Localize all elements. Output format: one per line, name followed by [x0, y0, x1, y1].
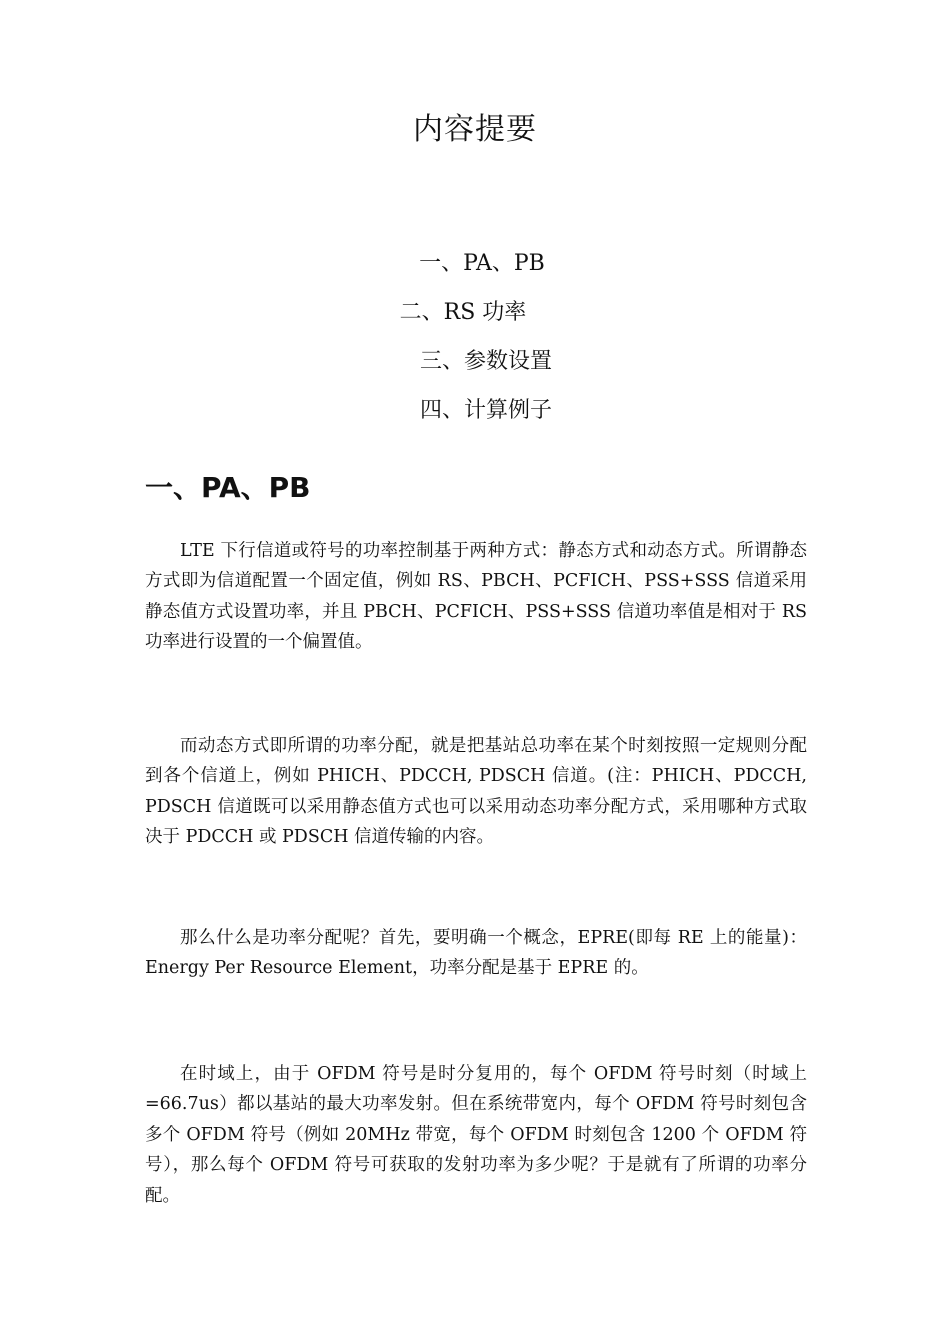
page-title: 内容提要 [413, 112, 537, 147]
toc-item: 四、计算例子 [419, 398, 552, 423]
toc-item: 二、RS 功率 [399, 300, 527, 325]
paragraph: LTE 下行信道或符号的功率控制基于两种方式：静态方式和动态方式。所谓静态方式即为信道配置一个固定值，例如 RS、PBCH、PCFICH、PSS+SSS 信道采用静态值方式设置功率，并且 PBCH、PCFICH、PSS+SSS 信道功率值是相对于 RS 功率进行设置的一个偏置值。 [145, 540, 807, 652]
toc-item: 一、PA、PB [419, 251, 545, 276]
toc-item: 三、参数设置 [419, 349, 552, 374]
paragraph: 在时域上，由于 OFDM 符号是时分复用的，每个 OFDM 符号时刻（时域上=66.7us）都以基站的最大功率发射。但在系统带宽内，每个 OFDM 符号时刻包含多个 OFDM 符号（例如 20MHz 带宽，每个 OFDM 时刻包含 1200 个 OFDM 符号），那么每个 OFDM 符号可获取的发射功率为多少呢？于是就有了所谓的功率分配。 [145, 1063, 807, 1206]
table-of-contents [0, 246, 950, 442]
paragraph: 而动态方式即所谓的功率分配，就是把基站总功率在某个时刻按照一定规则分配到各个信道上，例如 PHICH、PDCCH, PDSCH 信道。(注：PHICH、PDCCH, PDSCH 信道既可以采用静态值方式也可以采用动态功率分配方式，采用哪种方式取决于 PDCCH 或 PDSCH 信道传输的内容。 [145, 735, 807, 847]
section-heading: 一、PA、PB [145, 471, 311, 504]
paragraph: 那么什么是功率分配呢？首先，要明确一个概念，EPRE(即每 RE 上的能量)：Energy Per Resource Element，功率分配是基于 EPRE 的。 [145, 927, 807, 978]
